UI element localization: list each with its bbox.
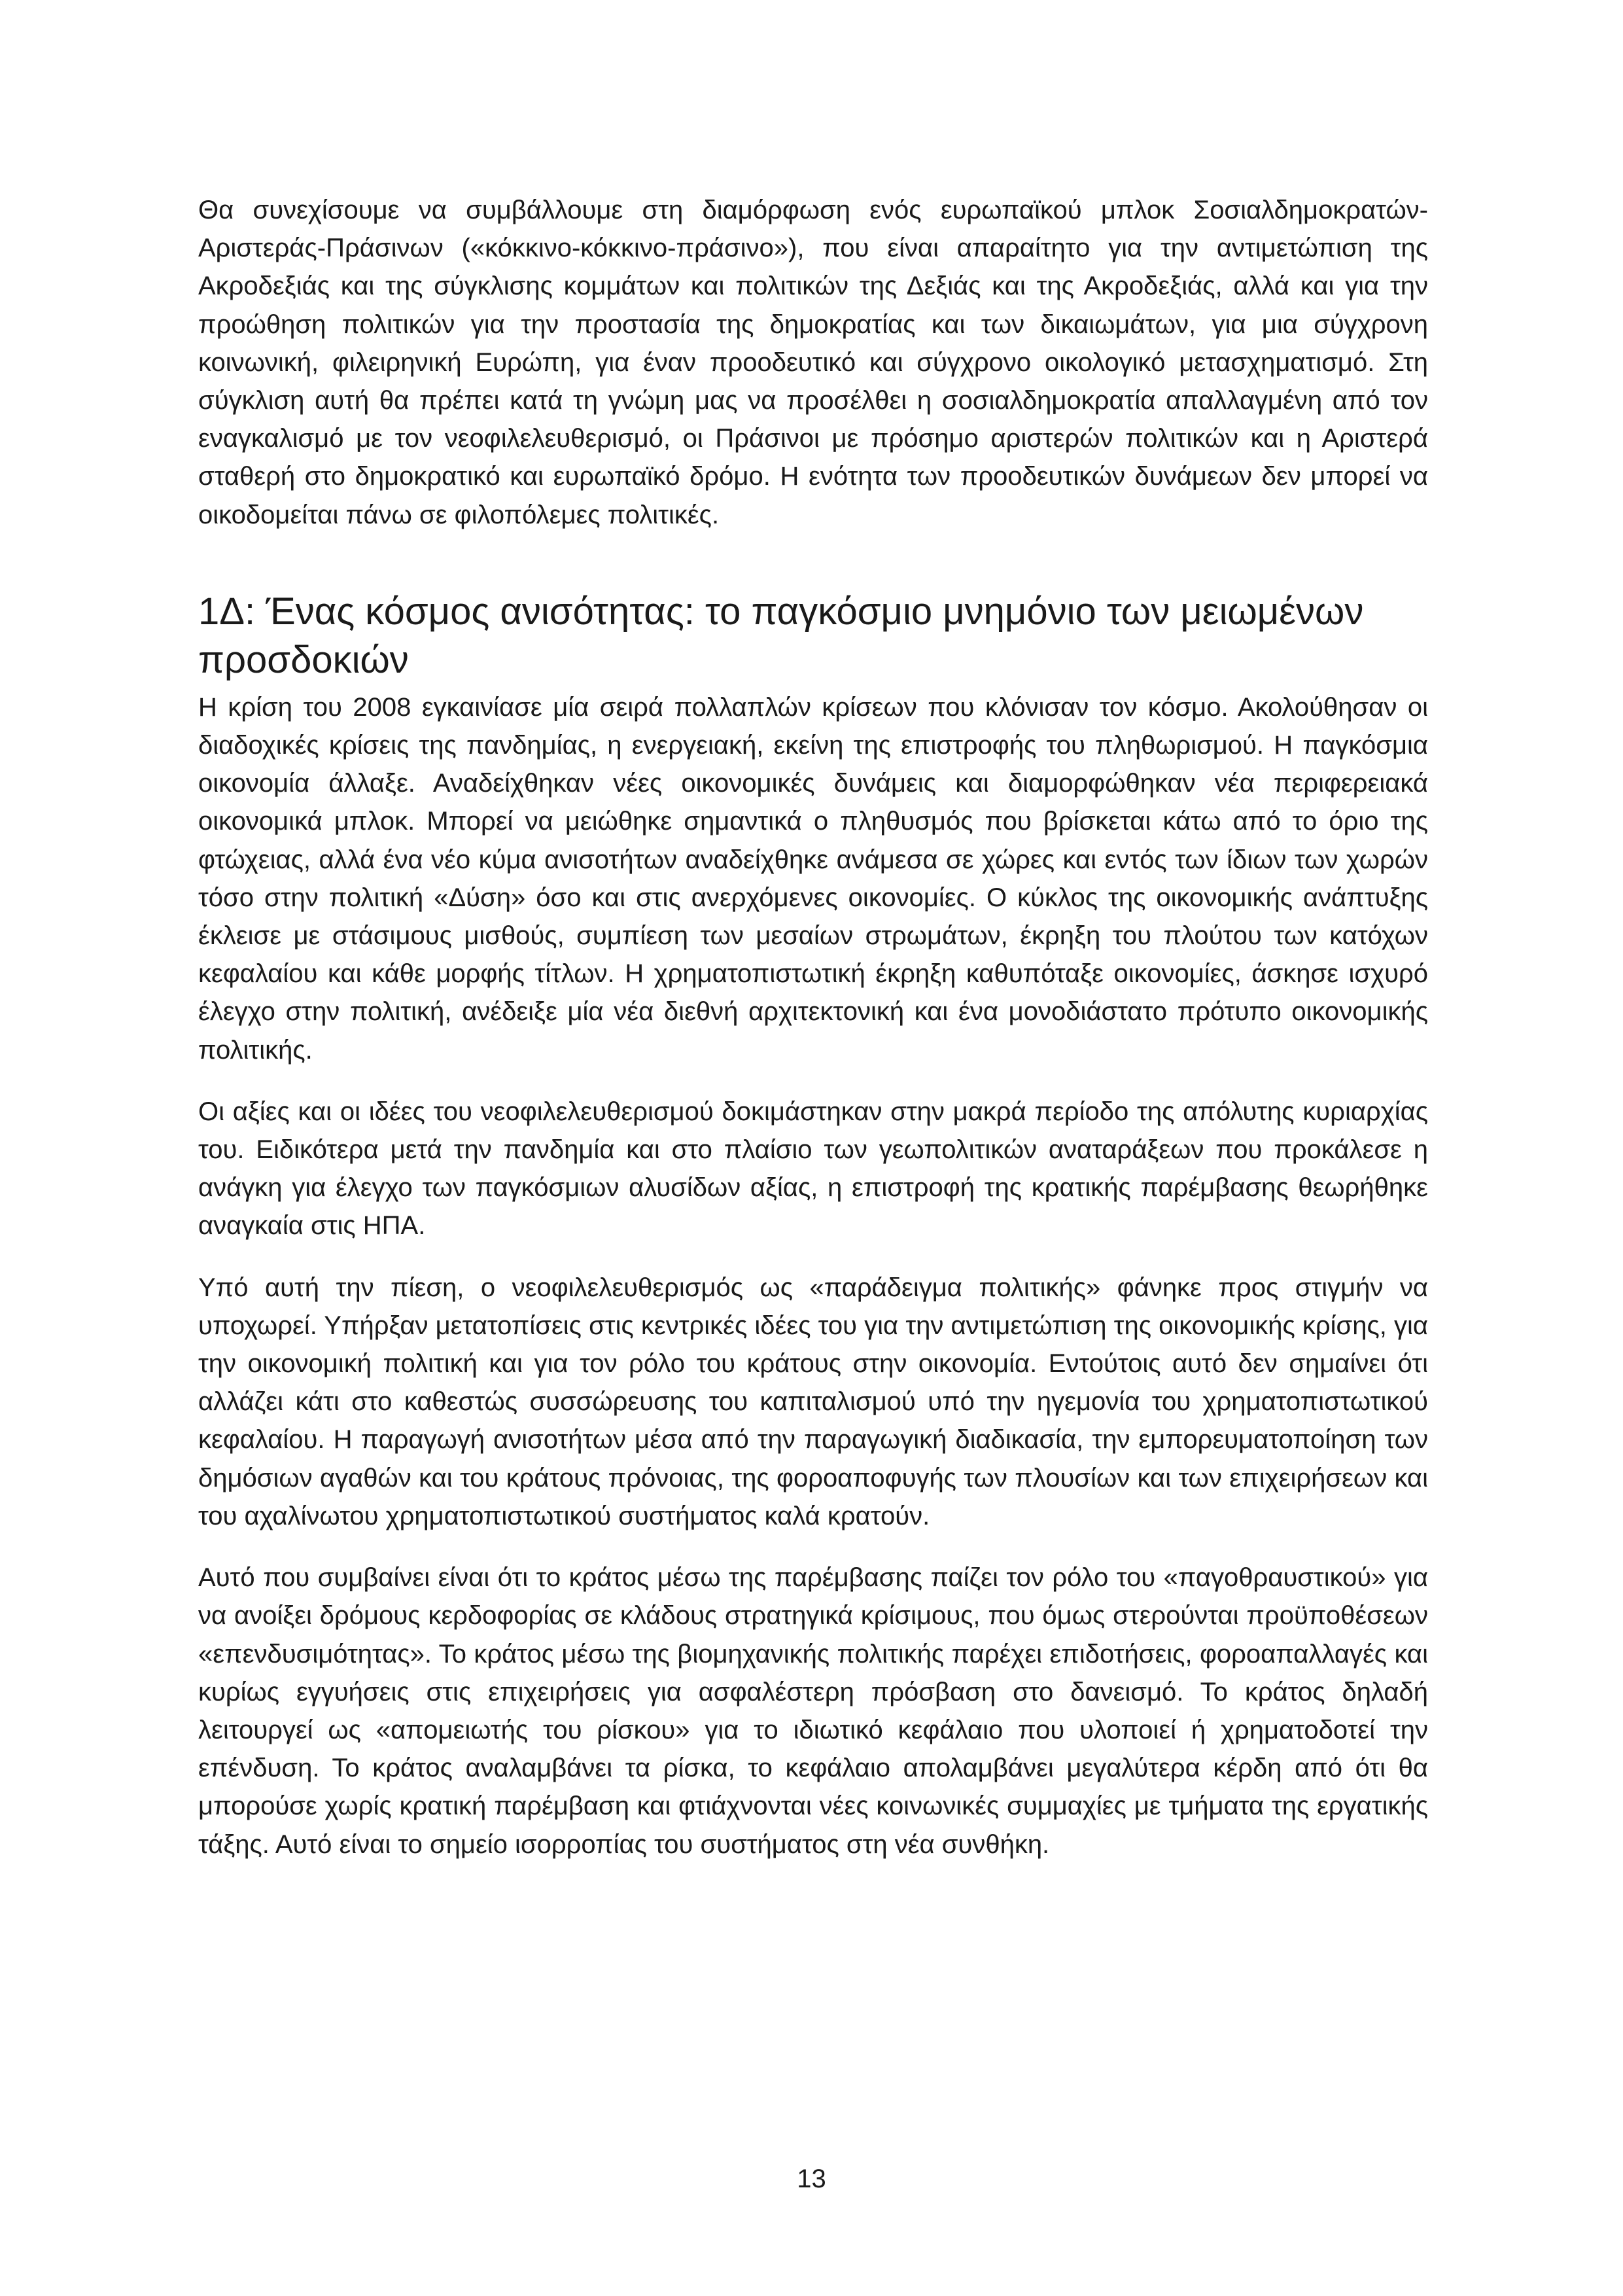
- page-number: 13: [797, 2164, 826, 2193]
- section-heading: 1Δ: Ένας κόσμος ανισότητας: το παγκόσμιο μνημόνιο των μειωμένων προσδοκιών: [198, 590, 1364, 681]
- body-paragraph-4: Αυτό που συμβαίνει είναι ότι το κράτος μέσω της παρέμβασης παίζει τον ρόλο του «παγοθραυστικού» για να ανοίξει δρόμους κερδοφορίας σε κλάδους στρατηγικά κρίσιμους, που όμως στερούνται προϋποθέσεων «επενδυσιμότητας». Το κράτος μέσω της βιομηχανικής πολιτικής παρέχει επιδοτήσεις, φοροαπαλλαγές και κυρίως εγγυήσεις στις επιχειρήσεις για ασφαλέστερη πρόσβαση στο δανεισμό. Το κράτος δηλαδή λειτουργεί ως «απομειωτής του ρίσκου» για το ιδιωτικό κεφάλαιο που υλοποιεί ή χρηματοδοτεί την επένδυση. Το κράτος αναλαμβάνει τα ρίσκα, το κεφάλαιο απολαμβάνει μεγαλύτερα κέρδη από ότι θα μπορούσε χωρίς κρατική παρέμβαση και φτιάχνονται νέες κοινωνικές συμμαχίες με τμήματα της εργατικής τάξης. Αυτό είναι το σημείο ισορροπίας του συστήματος στη νέα συνθήκη.: [198, 1563, 1428, 1859]
- body-paragraph-2: Οι αξίες και οι ιδέες του νεοφιλελευθερισμού δοκιμάστηκαν στην μακρά περίοδο της απόλυτης κυριαρχίας του. Ειδικότερα μετά την πανδημία και στο πλαίσιο των γεωπολιτικών αναταράξεων που προκάλεσε η ανάγκη για έλεγχο των παγκόσμιων αλυσίδων αξίας, η επιστροφή της κρατικής παρέμβασης θεωρήθηκε αναγκαία στις ΗΠΑ.: [198, 1097, 1428, 1241]
- intro-paragraph: Θα συνεχίσουμε να συμβάλλουμε στη διαμόρφωση ενός ευρωπαϊκού μπλοκ Σοσιαλδημοκρατών-Αριστεράς-Πράσινων («κόκκινο-κόκκινο-πράσινο»), που είναι απαραίτητο για την αντιμετώπιση της Ακροδεξιάς και της σύγκλισης κομμάτων και πολιτικών της Δεξιάς και της Ακροδεξιάς, αλλά και για την προώθηση πολιτικών για την προστασία της δημοκρατίας και των δικαιωμάτων, για μια σύγχρονη κοινωνική, φιλειρηνική Ευρώπη, για έναν προοδευτικό και σύγχρονο οικολογικό μετασχηματισμό. Στη σύγκλιση αυτή θα πρέπει κατά τη γνώμη μας να προσέλθει η σοσιαλδημοκρατία απαλλαγμένη από τον εναγκαλισμό με τον νεοφιλελευθερισμό, οι Πράσινοι με πρόσημο αριστερών πολιτικών και η Αριστερά σταθερή στο δημοκρατικό και ευρωπαϊκό δρόμο. Η ενότητα των προοδευτικών δυνάμεων δεν μπορεί να οικοδομείται πάνω σε φιλοπόλεμες πολιτικές.: [198, 196, 1428, 529]
- body-paragraph-3: Υπό αυτή την πίεση, ο νεοφιλελευθερισμός ως «παράδειγμα πολιτικής» φάνηκε προς στιγμήν να υποχωρεί. Υπήρξαν μετατοπίσεις στις κεντρικές ιδέες του για την αντιμετώπιση της οικονομικής κρίσης, για την οικονομική πολιτική και για τον ρόλο του κράτους στην οικονομία. Εντούτοις αυτό δεν σημαίνει ότι αλλάζει κάτι στο καθεστώς συσσώρευσης του καπιταλισμού υπό την ηγεμονία του χρηματοπιστωτικού κεφαλαίου. Η παραγωγή ανισοτήτων μέσα από την παραγωγική διαδικασία, την εμπορευματοποίηση των δημόσιων αγαθών και του κράτους πρόνοιας, της φοροαποφυγής των πλουσίων και των επιχειρήσεων και του αχαλίνωτου χρηματοπιστωτικού συστήματος καλά κρατούν.: [198, 1273, 1428, 1530]
- document-page: [198, 191, 1428, 1863]
- body-paragraph-1: Η κρίση του 2008 εγκαινίασε μία σειρά πολλαπλών κρίσεων που κλόνισαν τον κόσμο. Ακολούθησαν οι διαδοχικές κρίσεις της πανδημίας, η ενεργειακή, εκείνη της επιστροφής του πληθωρισμού. Η παγκόσμια οικονομία άλλαξε. Αναδείχθηκαν νέες οικονομικές δυνάμεις και διαμορφώθηκαν νέα περιφερειακά οικονομικά μπλοκ. Μπορεί να μειώθηκε σημαντικά ο πληθυσμός που βρίσκεται κάτω από το όριο της φτώχειας, αλλά ένα νέο κύμα ανισοτήτων αναδείχθηκε ανάμεσα σε χώρες και εντός των ίδιων των χωρών τόσο στην πολιτική «Δύση» όσο και στις ανερχόμενες οικονομίες. Ο κύκλος της οικονομικής ανάπτυξης έκλεισε με στάσιμους μισθούς, συμπίεση των μεσαίων στρωμάτων, έκρηξη του πλούτου των κατόχων κεφαλαίου και κάθε μορφής τίτλων. Η χρηματοπιστωτική έκρηξη καθυπόταξε οικονομίες, άσκησε ισχυρό έλεγχο στην πολιτική, ανέδειξε μία νέα διεθνή αρχιτεκτονική και ένα μονοδιάστατο πρότυπο οικονομικής πολιτικής.: [198, 692, 1428, 1065]
